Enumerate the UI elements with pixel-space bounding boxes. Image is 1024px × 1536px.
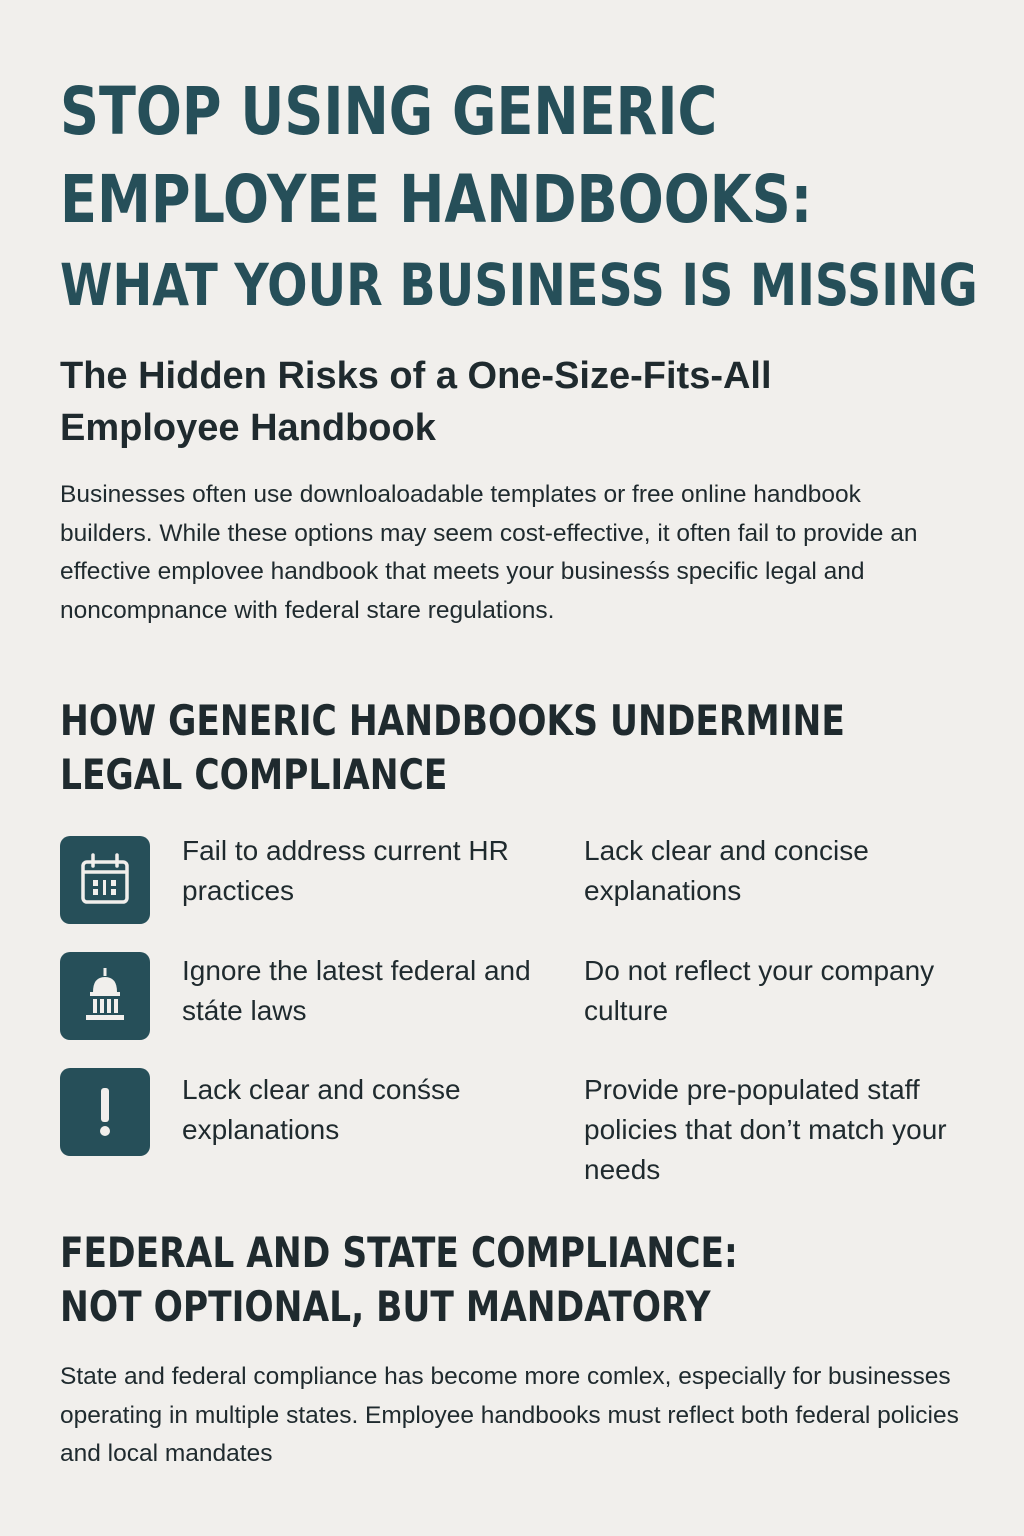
point-left-2: Ignore the latest federal and státe laws xyxy=(182,955,531,1026)
title-line-3: WHAT YOUR BUSINESS IS MISSING xyxy=(60,251,978,319)
point-left-1: Fail to address current HR practices xyxy=(182,835,509,906)
page-title xyxy=(60,68,980,326)
intro-paragraph: Businesses often use downloaloadable templates or free online handbook builders. While these options may seem cost-effective, it often fail to provide an effective emplovee handbook that meets your businesśs specific legal and noncompnance with federal stare regulations. xyxy=(60,481,918,624)
section-heading-federal-line-2: NOT OPTIONAL, BUT MANDATORY xyxy=(60,1282,711,1331)
subtitle: The Hidden Risks of a One-Size-Fits-All Employee Handbook xyxy=(60,355,772,449)
title-line-2: EMPLOYEE HANDBOOKS: xyxy=(60,161,813,238)
exclamation-icon xyxy=(60,1068,150,1156)
point-right-1: Lack clear and concise explanations xyxy=(584,835,869,906)
point-left-3: Lack clear and conśse explanations xyxy=(182,1074,461,1145)
section-heading-undermine-line-2: LEGAL COMPLIANCE xyxy=(60,750,448,799)
section-heading-undermine-line-1: HOW GENERIC HANDBOOKS UNDERMINE xyxy=(60,696,845,745)
section-heading-federal xyxy=(60,1226,887,1334)
point-right-3: Provide pre-populated staff policies that don’t match your needs xyxy=(584,1074,947,1185)
calendar-icon xyxy=(60,836,150,924)
federal-paragraph: State and federal compliance has become more comlex, especially for businesses operating in multiple states. Employee handbooks must reflect both federal policies and local mandates xyxy=(60,1363,959,1467)
point-right-2: Do not reflect your company culture xyxy=(584,955,935,1026)
title-line-1: STOP USING GENERIC xyxy=(60,73,718,150)
section-heading-undermine xyxy=(60,694,1017,802)
section-heading-federal-line-1: FEDERAL AND STATE COMPLIANCE: xyxy=(60,1228,738,1277)
capitol-building-icon xyxy=(60,952,150,1040)
